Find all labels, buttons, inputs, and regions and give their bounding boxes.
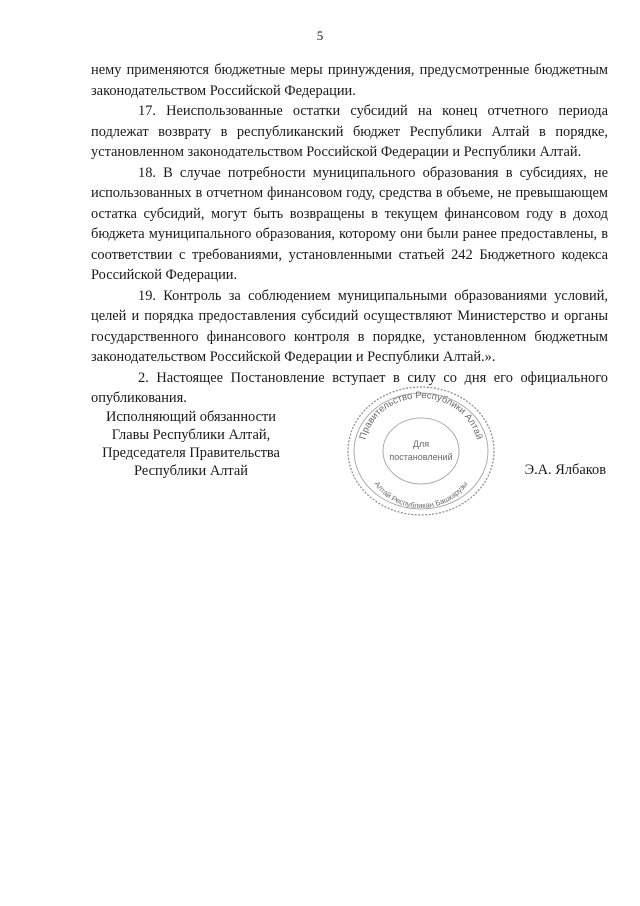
page-number: 5 [316, 28, 324, 43]
official-seal-stamp [345, 385, 497, 518]
seal-graphic [345, 385, 497, 518]
paragraph-item-17: 17. Неиспользованные остатки субсидий на конец отчетного периода подлежат возврату в республиканский бюджет Республики Алтай в порядке, установленном законодательством Российской Федерации и Республики Алтай. [91, 103, 608, 160]
seal-inner-ring [383, 418, 459, 484]
signatory-title-line: Главы Республики Алтай, [111, 427, 271, 443]
signer-name: Э.А. Ялбаков [524, 462, 606, 478]
seal-inner-text-line: Для [412, 439, 430, 449]
seal-outer-text: Правительство Республики Алтай [357, 389, 485, 441]
document-body [91, 60, 608, 409]
seal-inner-text-line: постановлений [389, 452, 453, 462]
paragraph-continuation: нему применяются бюджетные меры принуждения, предусмотренные бюджетным законодательством Российской Федерации. [91, 62, 608, 99]
seal-bottom-text: Алтай Республикан Башкарузы [372, 479, 470, 511]
signatory-title-line: Председателя Правительства [102, 445, 280, 461]
paragraph-item-19: 19. Контроль за соблюдением муниципальными образованиями условий, целей и порядка предоставления субсидий осуществляют Министерство и органы государственного финансового контроля в порядке, установленном бюджетным законодательством Российской Федерации и Республики Алтай.». [91, 287, 608, 365]
signatory-title-line: Республики Алтай [134, 463, 248, 479]
seal-outer-ring [348, 387, 494, 515]
signatory-title-line: Исполняющий обязанности [105, 409, 276, 425]
signatory-title-block [91, 408, 291, 480]
paragraph-item-2: 2. Настоящее Постановление вступает в силу со дня его официального опубликования. [91, 369, 608, 406]
paragraph-item-18: 18. В случае потребности муниципального образования в субсидиях, не использованных в отчетном финансовом году, средства в объеме, не превышающем остатка субсидий, могут быть возвращены в текущем финансовом году в доход бюджета муниципального образования, которому они были ранее предоставлены, в соответствии с требованиями, установленными статьей 242 Бюджетного кодекса Российской Федерации. [91, 164, 608, 283]
